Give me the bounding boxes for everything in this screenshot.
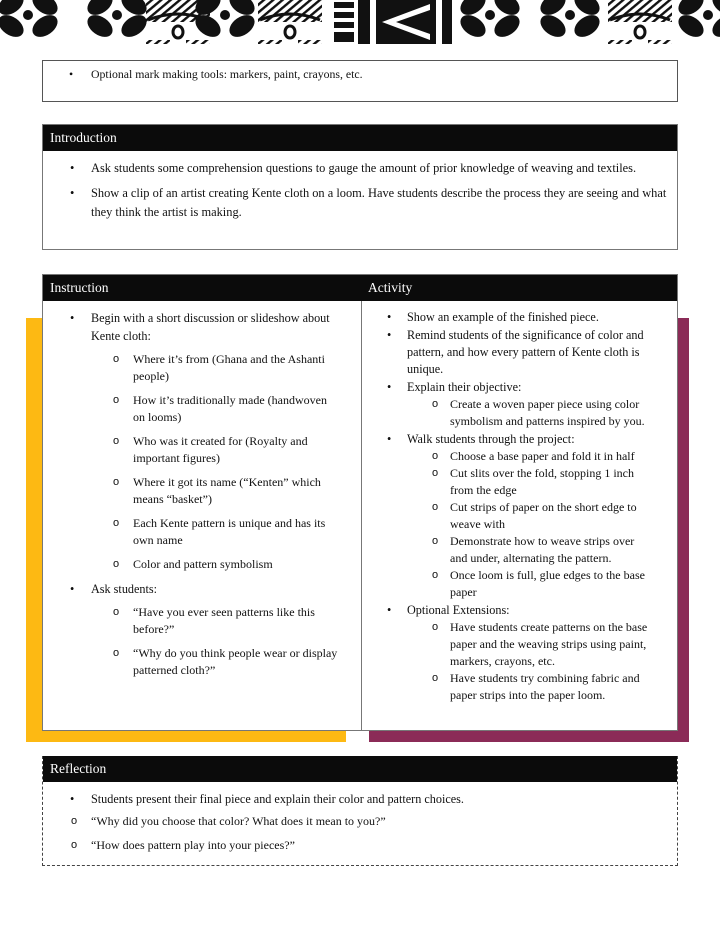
sub-list-item: o Cut slits over the fold, stopping 1 inch from the edge bbox=[407, 465, 661, 499]
list-item-text: Ask students: bbox=[91, 582, 158, 596]
sub-list bbox=[407, 619, 661, 704]
list-item-text: Begin with a short discussion or slideshow about Kente cloth: bbox=[91, 311, 330, 343]
sub-list-item: o Demonstrate how to weave strips over and under, alternating the pattern. bbox=[407, 533, 661, 567]
activity-column bbox=[361, 275, 677, 730]
sub-list-item: o Create a woven paper piece using color symbolism and patterns inspired by you. bbox=[407, 396, 661, 430]
list-item: • Show an example of the finished piece. bbox=[361, 309, 677, 326]
introduction-list bbox=[43, 159, 677, 222]
sub-list-item: o How it’s traditionally made (handwoven on looms) bbox=[91, 392, 349, 426]
list-item-text: Optional Extensions: bbox=[407, 603, 510, 617]
reflection-header: Reflection bbox=[43, 756, 677, 782]
sub-list-item: o Choose a base paper and fold it in half bbox=[407, 448, 661, 465]
sub-list bbox=[91, 351, 349, 573]
list-item: • Show a clip of an artist creating Kente cloth on a loom. Have students describe the process they are seeing and what they think the artist is making. bbox=[43, 184, 677, 222]
sub-list-item: o Color and pattern symbolism bbox=[91, 556, 349, 573]
list-item: • Optional mark making tools: markers, paint, crayons, etc. bbox=[43, 65, 677, 83]
sub-list bbox=[407, 448, 661, 601]
list-item: • Ask students some comprehension questions to gauge the amount of prior knowledge of weaving and textiles. bbox=[43, 159, 677, 178]
sub-list-item: o “Why did you choose that color? What does it mean to you?” bbox=[43, 813, 677, 830]
reflection-section bbox=[42, 756, 678, 866]
sub-list-item: o Have students create patterns on the base paper and the weaving strips using paint, markers, crayons, etc. bbox=[407, 619, 661, 670]
sub-list-item: o Once loom is full, glue edges to the base paper bbox=[407, 567, 661, 601]
reflection-list bbox=[43, 790, 677, 808]
sub-list bbox=[407, 396, 661, 430]
introduction-section bbox=[42, 124, 678, 250]
list-item-text: Walk students through the project: bbox=[407, 432, 575, 446]
list-item bbox=[43, 580, 361, 679]
list-item bbox=[361, 379, 677, 430]
sub-list-item: o “How does pattern play into your pieces?” bbox=[43, 837, 677, 854]
sub-list-item: o Have students try combining fabric and paper strips into the paper loom. bbox=[407, 670, 661, 704]
materials-box bbox=[42, 60, 678, 102]
sub-list-item: o Cut strips of paper on the short edge to weave with bbox=[407, 499, 661, 533]
list-item: • Remind students of the significance of color and pattern, and how every pattern of Kente cloth is unique. bbox=[361, 327, 677, 378]
materials-list bbox=[43, 65, 677, 83]
introduction-header: Introduction bbox=[43, 125, 677, 151]
instruction-list bbox=[43, 309, 361, 679]
instruction-activity-table bbox=[42, 274, 678, 731]
list-item bbox=[43, 790, 677, 808]
sub-list bbox=[91, 604, 349, 679]
instruction-header: Instruction bbox=[43, 275, 361, 301]
sub-list-item: o Who was it created for (Royalty and important figures) bbox=[91, 433, 349, 467]
list-item bbox=[43, 309, 361, 573]
instruction-column bbox=[43, 275, 362, 730]
activity-header: Activity bbox=[361, 275, 677, 301]
sub-list-item: o “Why do you think people wear or display patterned cloth?” bbox=[91, 645, 349, 679]
sub-list-item: o “Have you ever seen patterns like this before?” bbox=[91, 604, 349, 638]
sub-list-item: o Each Kente pattern is unique and has its own name bbox=[91, 515, 349, 549]
activity-list bbox=[361, 309, 677, 704]
kente-pattern-banner bbox=[0, 0, 720, 44]
list-item-text: Explain their objective: bbox=[407, 380, 522, 394]
sub-list-item: o Where it’s from (Ghana and the Ashanti people) bbox=[91, 351, 349, 385]
sub-list bbox=[43, 813, 677, 854]
list-item bbox=[361, 602, 677, 704]
sub-list-item: o Where it got its name (“Kenten” which means “basket”) bbox=[91, 474, 349, 508]
list-item-text: Students present their final piece and explain their color and pattern choices. bbox=[91, 792, 464, 806]
list-item bbox=[361, 431, 677, 601]
